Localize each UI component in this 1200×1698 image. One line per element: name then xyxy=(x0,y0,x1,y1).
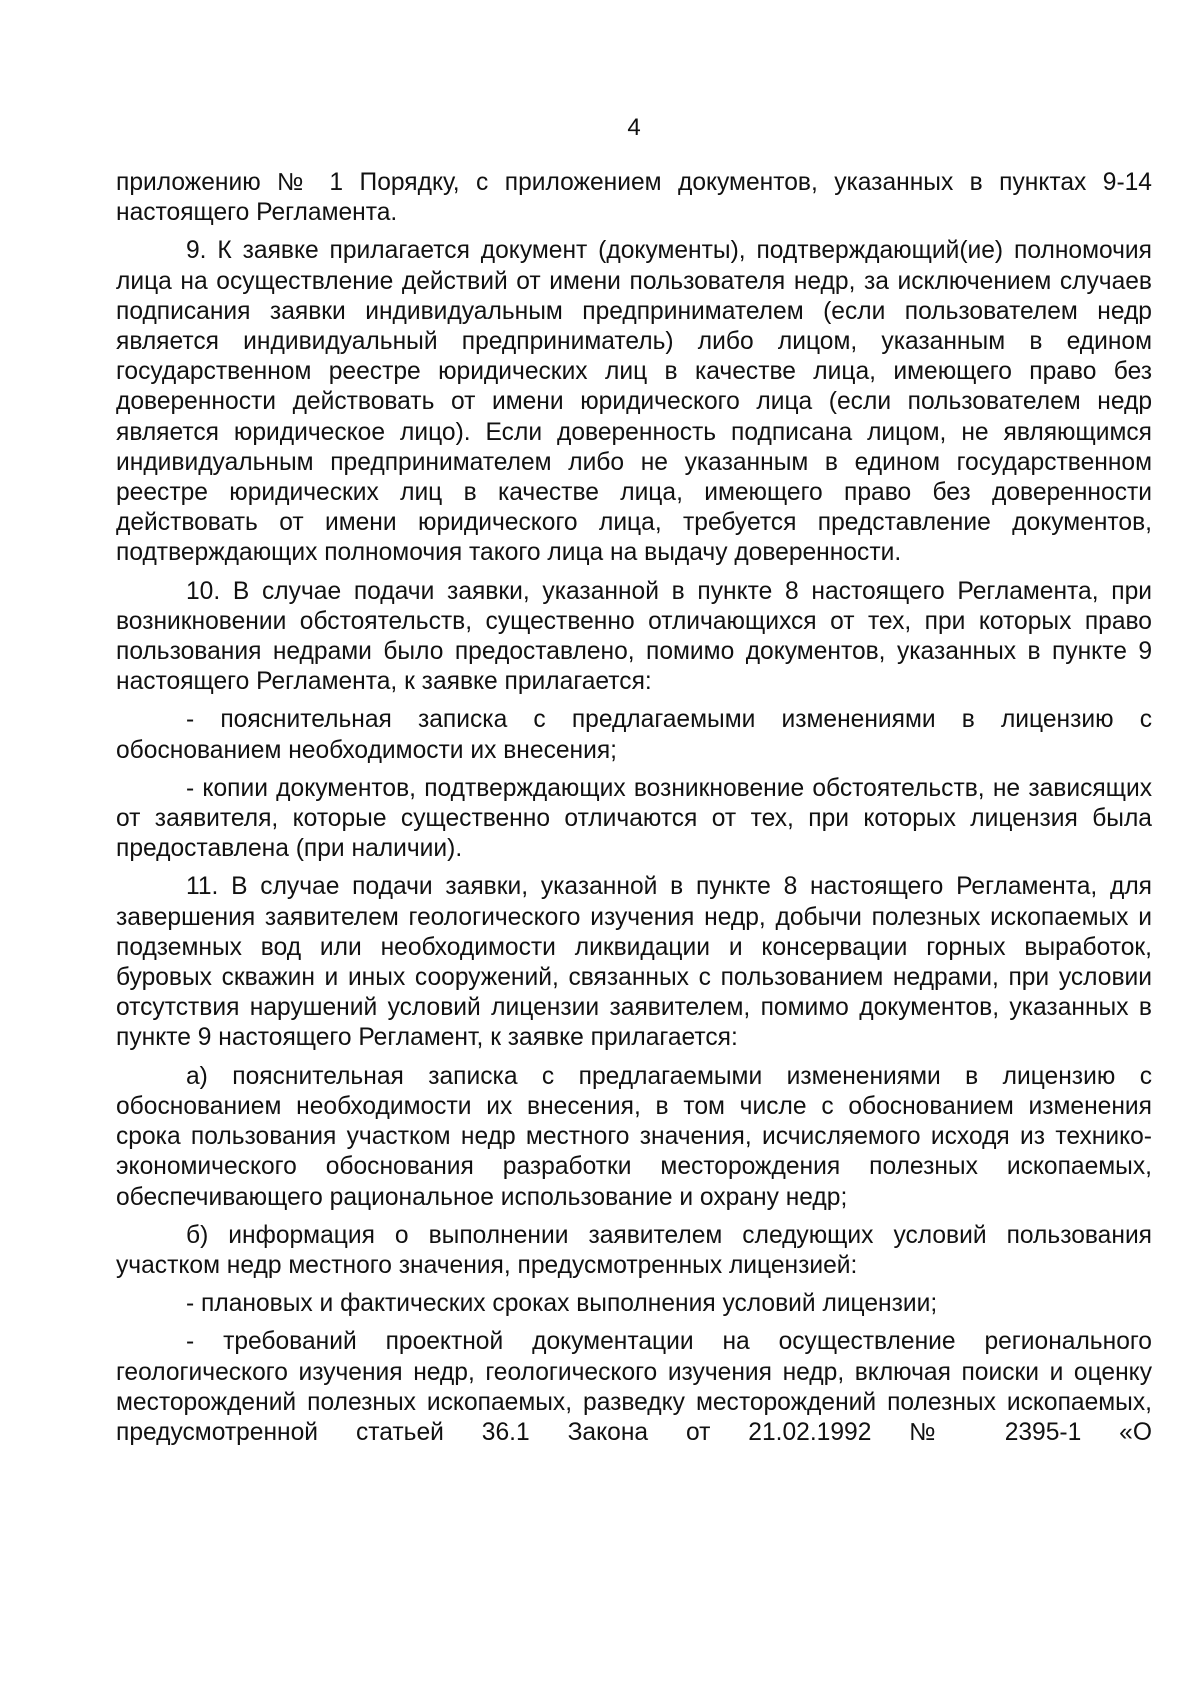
paragraph-continuation: приложению № 1 Порядку, с приложением документов, указанных в пунктах 9-14 настоящего Регламента. xyxy=(116,169,1152,227)
paragraph-list-item: - копии документов, подтверждающих возникновение обстоятельств, не зависящих от заявителя, которые существенно отличаются от тех, при которых лицензия была предоставлена (при наличии). xyxy=(116,774,1152,863)
paragraph-item-11: 11. В случае подачи заявки, указанной в пункте 8 настоящего Регламента, для завершения заявителем геологического изучения недр, добычи полезных ископаемых и подземных вод или необходимости ликвидации и консервации горных выработок, буровых скважин и иных сооружений, связанных с пользованием недрами, при условии отсутствия нарушений условий лицензии заявителем, помимо документов, указанных в пункте 9 настоящего Регламент, к заявке прилагается: xyxy=(116,873,1152,1052)
paragraph-item-9: 9. К заявке прилагается документ (документы), подтверждающий(ие) полномочия лица на осуществление действий от имени пользователя недр, за исключением случаев подписания заявки индивидуальным предпринимателем (если пользователем недр является индивидуальный предприниматель) либо лицом, указанным в едином государственном реестре юридических лиц в качестве лица, имеющего право без доверенности действовать от имени юридического лица (если пользователем недр является юридическое лицо). Если доверенность подписана лицом, не являющимся индивидуальным предпринимателем либо не указанным в едином государственном реестре юридических лиц в качестве лица, имеющего право без доверенности действовать от имени юридического лица, требуется представление документов, подтверждающих полномочия такого лица на выдачу доверенности. xyxy=(116,237,1152,567)
document-body xyxy=(116,168,1152,1456)
paragraph-list-item: - пояснительная записка с предлагаемыми изменениями в лицензию с обоснованием необходимости их внесения; xyxy=(116,706,1152,764)
paragraph-subitem-b: б) информация о выполнении заявителем следующих условий пользования участком недр местного значения, предусмотренных лицензией: xyxy=(116,1221,1152,1279)
page-number: 4 xyxy=(627,114,641,141)
paragraph-subitem-a: а) пояснительная записка с предлагаемыми изменениями в лицензию с обоснованием необходимости их внесения, в том числе с обоснованием изменения срока пользования участком недр местного значения, исчисляемого исходя из технико-экономического обоснования разработки месторождения полезных ископаемых, обеспечивающего рациональное использование и охрану недр; xyxy=(116,1062,1152,1211)
paragraph-list-item: - требований проектной документации на осуществление регионального геологического изучения недр, геологического изучения недр, включая поиски и оценку месторождений полезных ископаемых, разведку месторождений полезных ископаемых, предусмотренной статьей 36.1 Закона от 21.02.1992 № 2395-1 «О xyxy=(116,1328,1152,1446)
paragraph-item-10: 10. В случае подачи заявки, указанной в пункте 8 настоящего Регламента, при возникновении обстоятельств, существенно отличающихся от тех, при которых право пользования недрами было предоставлено, помимо документов, указанных в пункте 9 настоящего Регламента, к заявке прилагается: xyxy=(116,577,1152,696)
paragraph-list-item: - плановых и фактических сроках выполнения условий лицензии; xyxy=(186,1290,938,1318)
